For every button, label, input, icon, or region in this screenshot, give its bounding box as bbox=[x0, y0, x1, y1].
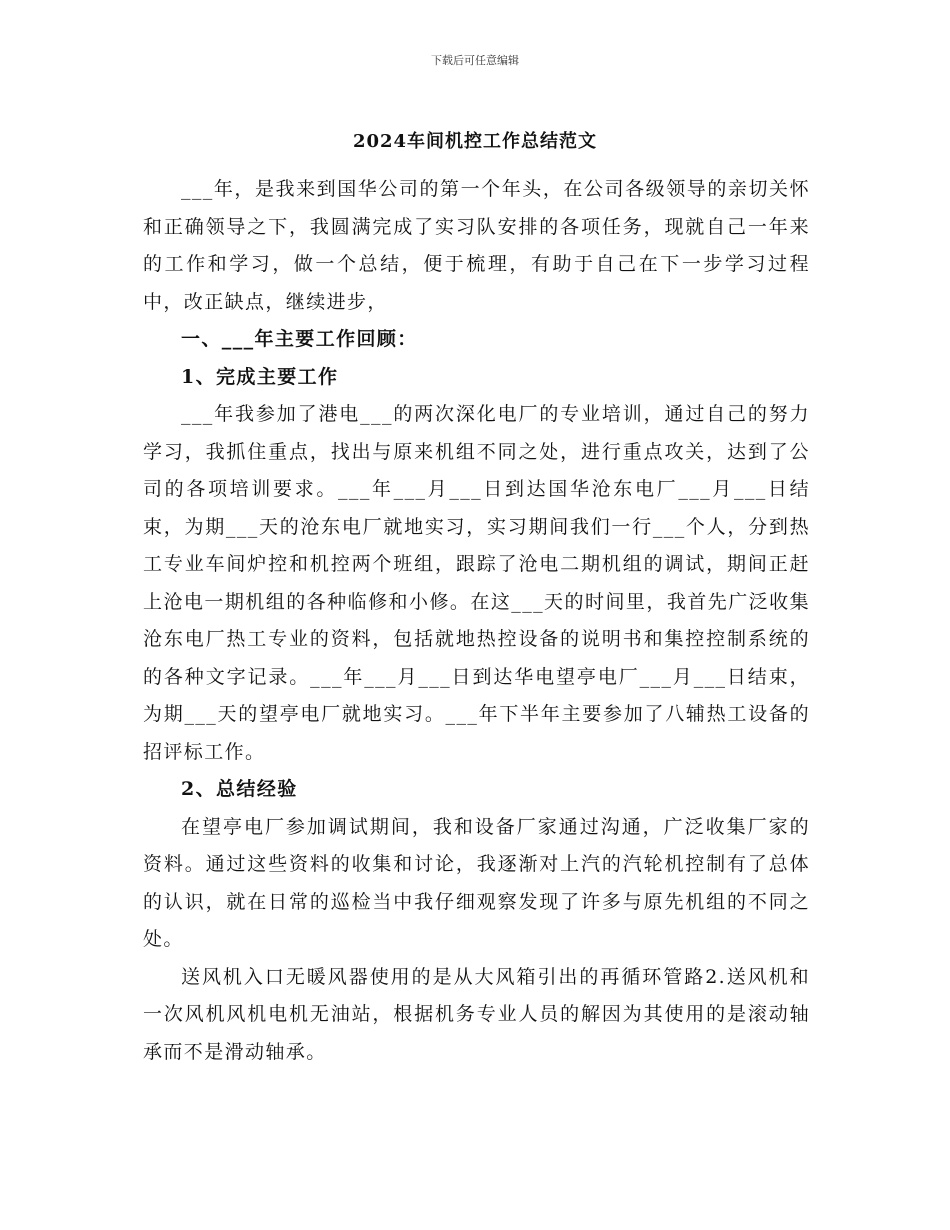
subsection-heading-experience: 2、总结经验 bbox=[181, 778, 298, 800]
document-body bbox=[143, 171, 810, 1071]
intro-paragraph: ___年，是我来到国华公司的第一个年头，在公司各级领导的亲切关怀和正确领导之下，我圆满完成了实习队安排的各项任务，现就自己一年来的工作和学习，做一个总结，便于梳理，有助于自己在下一步学习过程中，改正缺点，继续进步， bbox=[143, 178, 810, 313]
fan-paragraph: 送风机入口无暖风器使用的是从大风箱引出的再循环管路2.送风机和一次风机风机电机无油站，根据机务专业人员的解因为其使用的是滚动轴承而不是滑动轴承。 bbox=[143, 965, 810, 1063]
page-header: 下载后可任意编辑 bbox=[431, 54, 519, 67]
section-heading-review: 一、___年主要工作回顾： bbox=[181, 328, 418, 350]
document-title: 2024车间机控工作总结范文 bbox=[352, 131, 598, 152]
experience-paragraph: 在望亭电厂参加调试期间，我和设备厂家通过沟通，广泛收集厂家的资料。通过这些资料的收集和讨论，我逐渐对上汽的汽轮机控制有了总体的认识，就在日常的巡检当中我仔细观察发现了许多与原先机组的不同之处。 bbox=[143, 815, 810, 950]
subsection-heading-main-work: 1、完成主要工作 bbox=[181, 365, 339, 388]
main-work-paragraph: ___年我参加了港电___的两次深化电厂的专业培训，通过自己的努力学习，我抓住重点，找出与原来机组不同之处，进行重点攻关，达到了公司的各项培训要求。___年___月___日到达国华沧东电厂___月___日结束，为期___天的沧东电厂就地实习，实习期间我们一行___个人，分到热工专业车间炉控和机控两个班组，跟踪了沧电二期机组的调试，期间正赶上沧电一期机组的各种临修和小修。在这___天的时间里，我首先广泛收集沧东电厂热工专业的资料，包括就地热控设备的说明书和集控控制系统的的各种文字记录。___年___月___日到达华电望亭电厂___月___日结束，为期___天的望亭电厂就地实习。___年下半年主要参加了八辅热工设备的招评标工作。 bbox=[143, 403, 810, 763]
